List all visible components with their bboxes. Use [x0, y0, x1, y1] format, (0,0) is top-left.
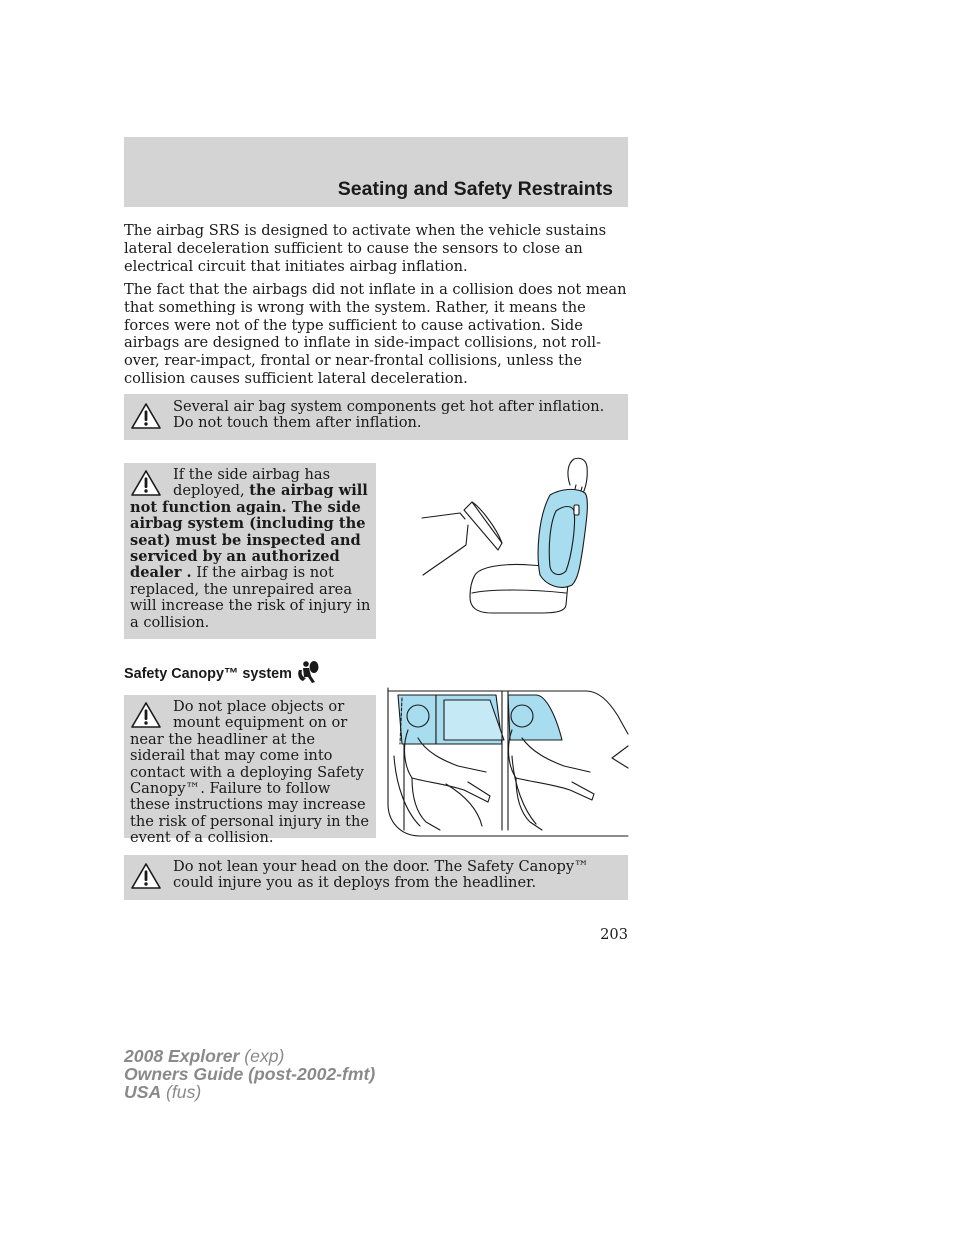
warning-text-headliner: Do not place objects or mount equipment on or near the headliner at the siderail that may come into contact with a deploying Safety Canopy™. Failure to follow these instructions may increase the risk of personal injury in the event of a collision. — [130, 698, 370, 847]
warning-text-hot-components: Several air bag system components get hot after inflation. Do not touch them after inflation. — [173, 398, 605, 432]
paragraph-no-inflate: The fact that the airbags did not inflate in a collision does not mean that something is wrong with the system. Rather, it means the forces were not of the type sufficient to cause activation. Side airbags are designed to inflate in side-impact collisions, not roll-over, rear-impact, frontal or near-frontal collisions, unless the collision causes sufficient lateral deceleration. — [124, 281, 627, 387]
warning-triangle-icon — [130, 402, 162, 430]
page-title: Seating and Safety Restraints — [337, 178, 613, 200]
warning-box-headliner — [124, 695, 376, 847]
warning-text-door: Do not lean your head on the door. The Safety Canopy™ could injure you as it deploys from the headliner. — [173, 858, 589, 892]
safety-canopy-illustration — [386, 686, 630, 838]
warning-box-hot-components — [124, 394, 628, 440]
section-heading-safety-canopy: Safety Canopy™ system — [124, 660, 319, 684]
warning-text-side-airbag: If the side airbag has deployed, the airbag will not function again. The side airbag system (including the seat) must be inspected and serviced by an authorized dealer . If the airbag is not replaced, the unrepaired area will increase the risk of injury in a collision. — [130, 466, 371, 631]
footer-document-id: 2008 Explorer (exp) Owners Guide (post-2002-fmt) USA (fus) — [124, 1046, 376, 1102]
warning-box-door — [124, 855, 628, 900]
header-bar — [124, 137, 628, 207]
side-airbag-seat-illustration — [420, 455, 595, 617]
paragraph-sensor: The airbag SRS is designed to activate when the vehicle sustains lateral deceleration sufficient to cause the sensors to close an electrical circuit that initiates airbag inflation. — [124, 222, 607, 275]
warning-box-side-airbag — [124, 463, 376, 639]
warning-triangle-icon — [130, 862, 162, 890]
page-number: 203 — [600, 926, 628, 943]
airbag-seat-icon — [297, 660, 319, 684]
